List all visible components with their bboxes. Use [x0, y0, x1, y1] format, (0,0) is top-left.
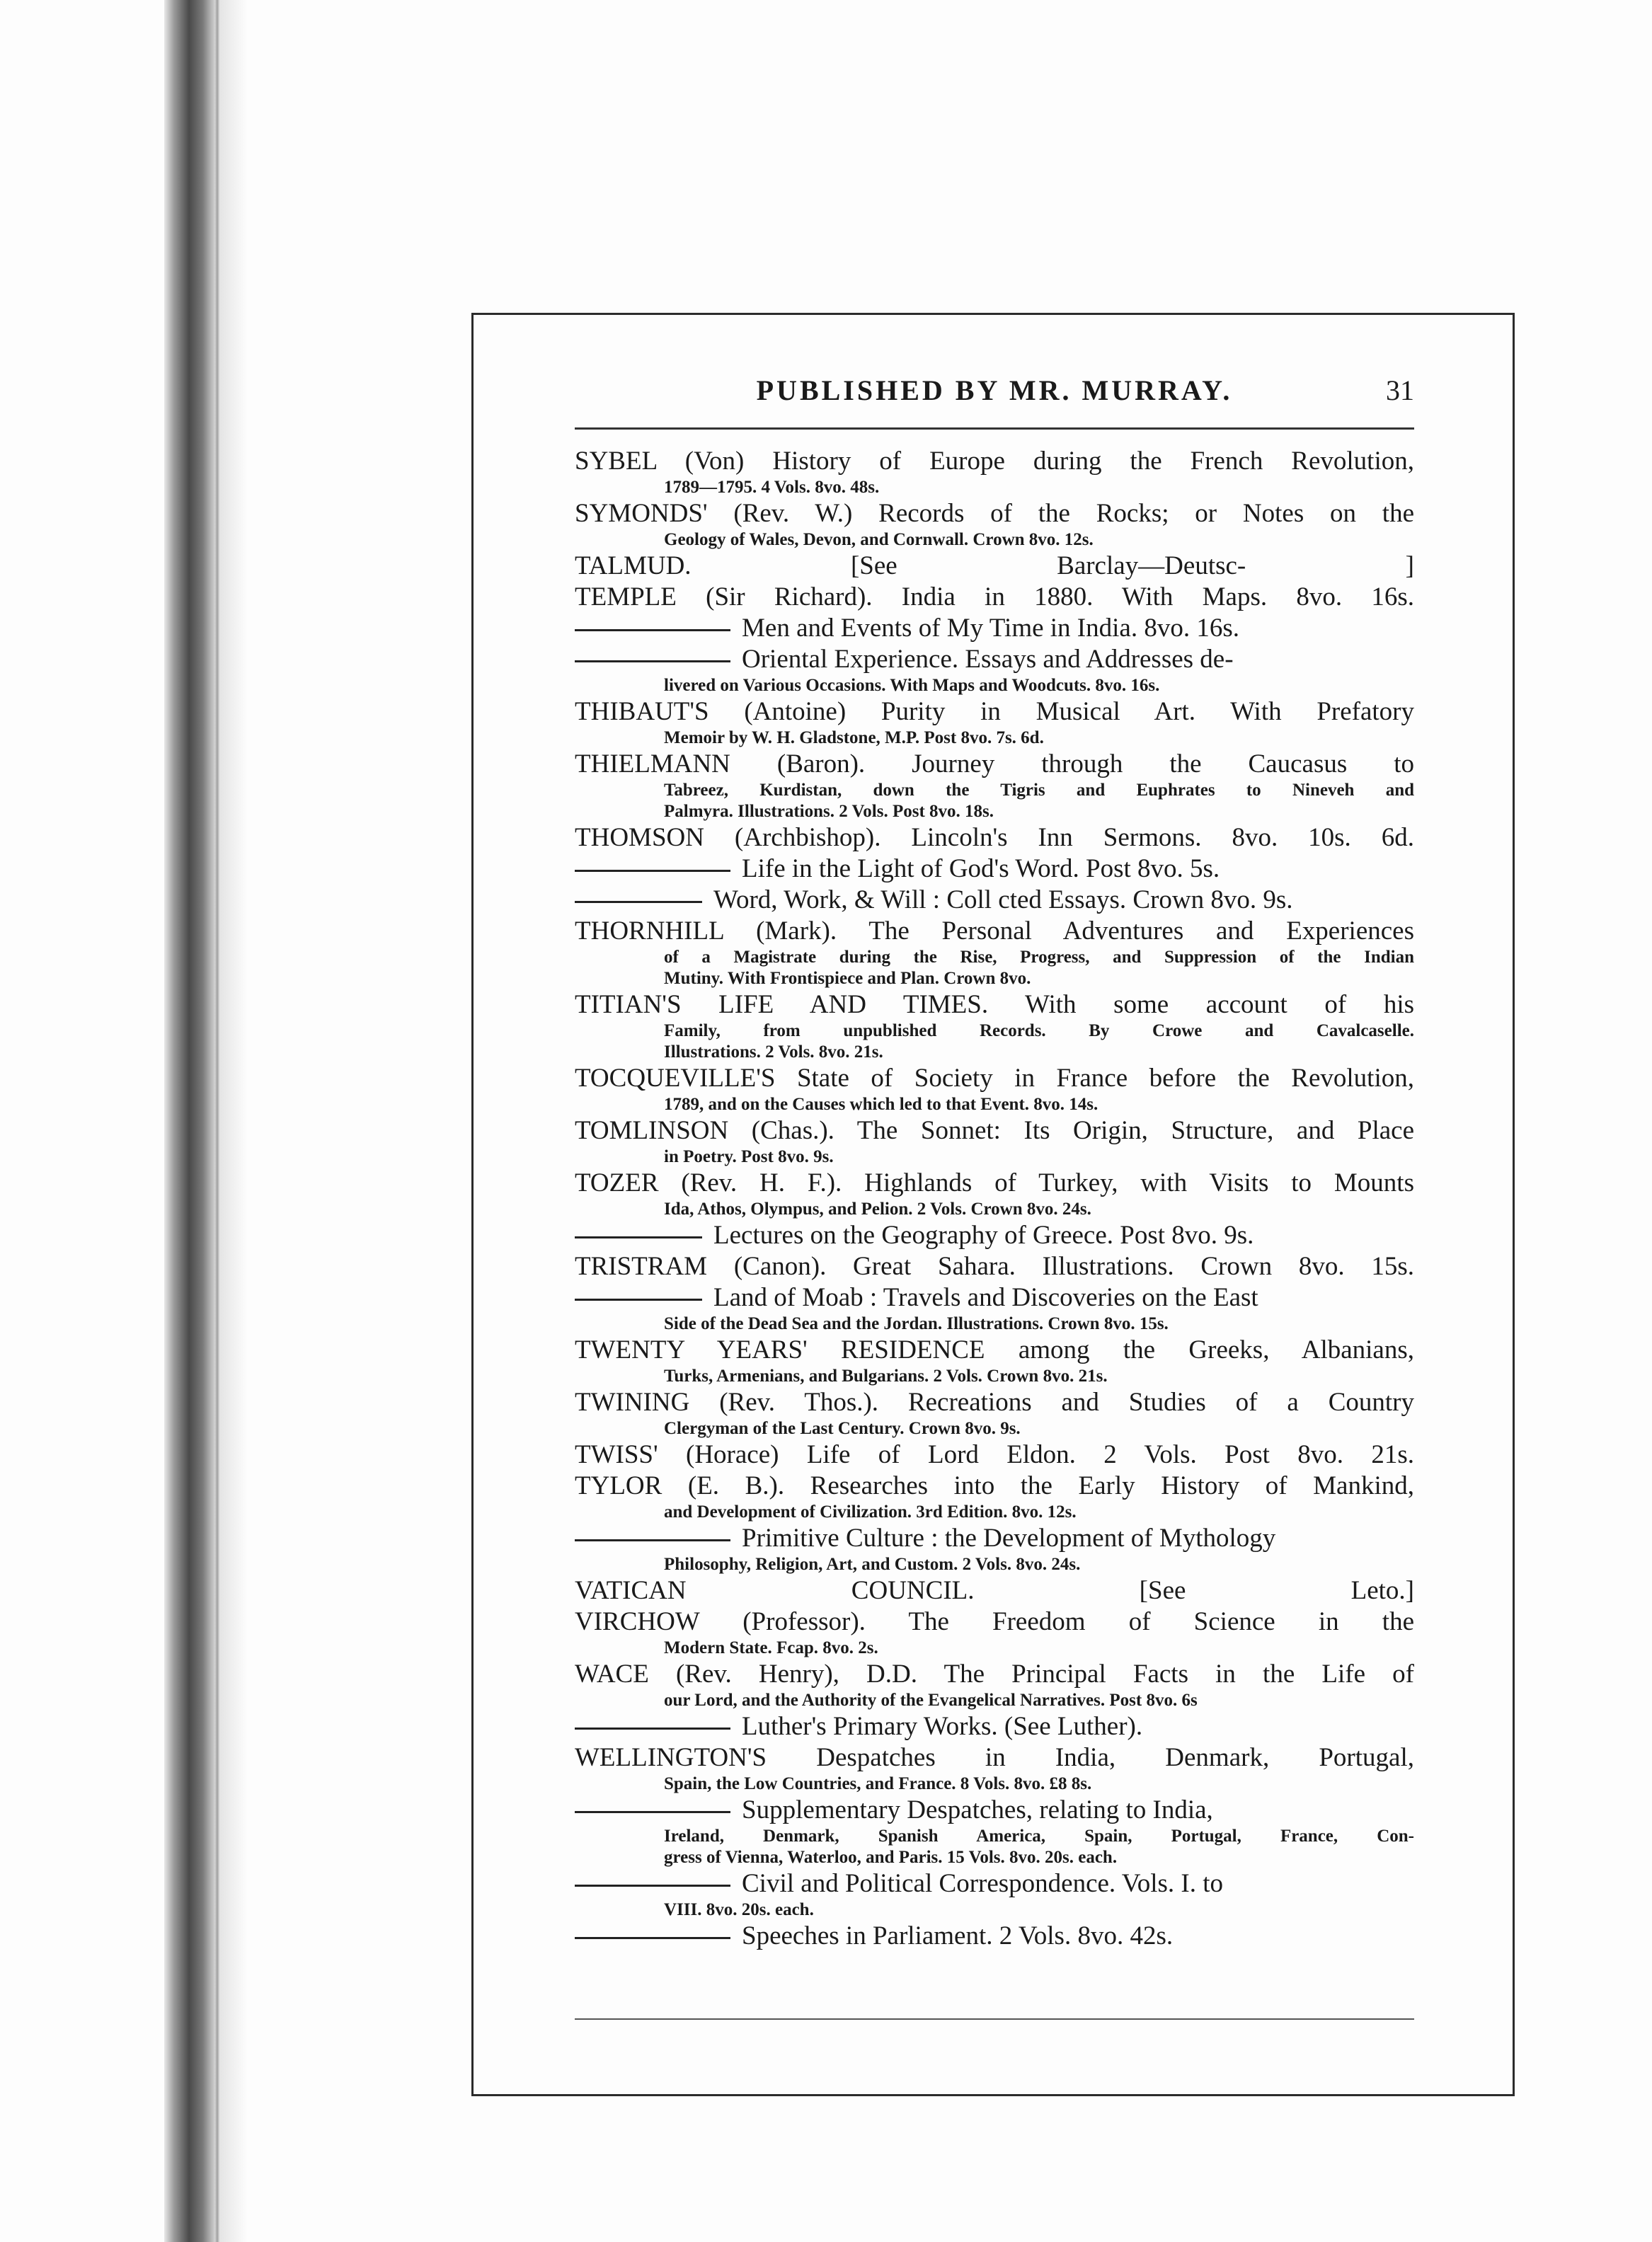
- entry-title-line: THORNHILL (Mark). The Personal Adventures and Experiences: [575, 916, 1414, 945]
- entry-detail-line: our Lord, and the Authority of the Evangelical Narratives. Post 8vo. 6s: [664, 1691, 1198, 1710]
- page-header: [575, 368, 1414, 413]
- entry-detail-line: Memoir by W. H. Gladstone, M.P. Post 8vo. 7s. 6d.: [664, 728, 1044, 747]
- catalogue-entry: [575, 1523, 1414, 1575]
- ditto-rule: [575, 1937, 730, 1939]
- entry-detail-line: 1789—1795. 4 Vols. 8vo. 48s.: [664, 478, 880, 497]
- catalogue-entry: [575, 749, 1414, 822]
- entry-title-text: Word, Work, & Will : Coll cted Essays. Crown 8vo. 9s.: [713, 885, 1293, 914]
- entry-detail-line: Mutiny. With Frontispiece and Plan. Crown 8vo.: [664, 969, 1031, 988]
- catalogue-entry: [575, 1115, 1414, 1168]
- entry-detail-line: Ireland, Denmark, Spanish America, Spain, Portugal, France, Con-: [664, 1827, 1414, 1846]
- entry-title-line: [575, 1282, 1414, 1313]
- entry-detail-line: Palmyra. Illustrations. 2 Vols. Post 8vo. 18s.: [664, 802, 994, 821]
- catalogue-entry: [575, 822, 1414, 853]
- ditto-rule: [575, 1299, 702, 1301]
- entry-title-text: Primitive Culture : the Development of Mythology: [742, 1524, 1276, 1553]
- entry-title-line: TWINING (Rev. Thos.). Recreations and Studies of a Country: [575, 1388, 1414, 1417]
- entry-title-line: SYMONDS' (Rev. W.) Records of the Rocks; or Notes on the: [575, 499, 1414, 528]
- running-title: PUBLISHED BY MR. MURRAY.: [756, 374, 1233, 406]
- catalogue-entry: [575, 1795, 1414, 1868]
- entry-title-line: [575, 1921, 1414, 1952]
- catalogue-entry: [575, 644, 1414, 696]
- entry-detail-line: of a Magistrate during the Rise, Progress, and Suppression of the Indian: [664, 948, 1414, 967]
- entry-title-line: VATICAN COUNCIL. [See Leto.]: [575, 1576, 1414, 1605]
- entry-detail-line: Philosophy, Religion, Art, and Custom. 2 Vols. 8vo. 24s.: [664, 1555, 1081, 1574]
- catalogue-entry: [575, 613, 1414, 644]
- ditto-rule: [575, 629, 730, 631]
- catalogue-entry: [575, 853, 1414, 885]
- entry-title-line: SYBEL (Von) History of Europe during the French Revolution,: [575, 447, 1414, 476]
- entry-detail-line: Turks, Armenians, and Bulgarians. 2 Vols. Crown 8vo. 21s.: [664, 1367, 1108, 1386]
- book-gutter: [164, 0, 219, 2242]
- entry-title-text: Speeches in Parliament. 2 Vols. 8vo. 42s.: [742, 1921, 1174, 1950]
- entry-title-line: VIRCHOW (Professor). The Freedom of Science in the: [575, 1607, 1414, 1636]
- ditto-rule: [575, 1236, 702, 1238]
- entry-title-line: [575, 1795, 1414, 1826]
- ditto-rule: [575, 1885, 730, 1887]
- entry-title-line: TOMLINSON (Chas.). The Sonnet: Its Origin, Structure, and Place: [575, 1116, 1414, 1145]
- ditto-rule: [575, 1811, 730, 1813]
- entry-title-line: [575, 1868, 1414, 1899]
- entry-title-text: Land of Moab : Travels and Discoveries on the East: [713, 1283, 1258, 1312]
- entry-title-line: TOZER (Rev. H. F.). Highlands of Turkey, with Visits to Mounts: [575, 1168, 1414, 1197]
- catalogue-entry: [575, 1220, 1414, 1251]
- catalogue-list: [575, 446, 1414, 1952]
- catalogue-entry: [575, 1921, 1414, 1952]
- entry-detail-line: and Development of Civilization. 3rd Edition. 8vo. 12s.: [664, 1502, 1077, 1522]
- entry-title-line: TWISS' (Horace) Life of Lord Eldon. 2 Vols. Post 8vo. 21s.: [575, 1440, 1414, 1469]
- entry-title-text: Life in the Light of God's Word. Post 8vo. 5s.: [742, 854, 1220, 883]
- catalogue-entry: [575, 498, 1414, 551]
- entry-title-line: TEMPLE (Sir Richard). India in 1880. With Maps. 8vo. 16s.: [575, 582, 1414, 611]
- page-number: 31: [1386, 374, 1414, 406]
- catalogue-entry: [575, 885, 1414, 916]
- ditto-rule: [575, 870, 730, 872]
- entry-detail-line: Illustrations. 2 Vols. 8vo. 21s.: [664, 1042, 883, 1062]
- ditto-rule: [575, 1728, 730, 1730]
- entry-detail-line: gress of Vienna, Waterloo, and Paris. 15 Vols. 8vo. 20s. each.: [664, 1848, 1118, 1867]
- entry-detail-line: in Poetry. Post 8vo. 9s.: [664, 1147, 834, 1166]
- entry-title-line: WACE (Rev. Henry), D.D. The Principal Facts in the Life of: [575, 1660, 1414, 1689]
- ditto-rule: [575, 1539, 730, 1541]
- catalogue-entry: [575, 1168, 1414, 1220]
- catalogue-entry: [575, 1575, 1414, 1606]
- entry-title-line: [575, 1711, 1414, 1742]
- entry-title-line: TYLOR (E. B.). Researches into the Early History of Mankind,: [575, 1471, 1414, 1500]
- footer-rule: [575, 2018, 1414, 2020]
- entry-detail-line: Clergyman of the Last Century. Crown 8vo. 9s.: [664, 1419, 1021, 1438]
- catalogue-entry: [575, 989, 1414, 1063]
- entry-detail-line: Geology of Wales, Devon, and Cornwall. Crown 8vo. 12s.: [664, 530, 1094, 549]
- catalogue-entry: [575, 582, 1414, 613]
- entry-detail-line: livered on Various Occasions. With Maps and Woodcuts. 8vo. 16s.: [664, 676, 1160, 695]
- catalogue-entry: [575, 1659, 1414, 1711]
- catalogue-entry: [575, 1711, 1414, 1742]
- entry-title-text: Supplementary Despatches, relating to India,: [742, 1795, 1213, 1824]
- catalogue-entry: [575, 696, 1414, 749]
- catalogue-entry: [575, 446, 1414, 498]
- entry-title-line: [575, 885, 1414, 916]
- entry-detail-line: Family, from unpublished Records. By Crowe and Cavalcaselle.: [664, 1021, 1414, 1040]
- catalogue-entry: [575, 1251, 1414, 1282]
- catalogue-entry: [575, 1868, 1414, 1921]
- entry-title-text: Civil and Political Correspondence. Vols. I. to: [742, 1869, 1223, 1898]
- catalogue-entry: [575, 916, 1414, 989]
- entry-title-line: THOMSON (Archbishop). Lincoln's Inn Sermons. 8vo. 10s. 6d.: [575, 823, 1414, 852]
- catalogue-entry: [575, 1063, 1414, 1115]
- entry-title-text: Men and Events of My Time in India. 8vo. 16s.: [742, 614, 1239, 643]
- entry-detail-line: Spain, the Low Countries, and France. 8 Vols. 8vo. £8 8s.: [664, 1774, 1092, 1793]
- catalogue-entry: [575, 1471, 1414, 1523]
- entry-title-text: Lectures on the Geography of Greece. Post 8vo. 9s.: [713, 1221, 1254, 1250]
- entry-title-text: Luther's Primary Works. (See Luther).: [742, 1712, 1143, 1741]
- entry-detail-line: Tabreez, Kurdistan, down the Tigris and Euphrates to Nineveh and: [664, 781, 1414, 800]
- gutter-shadow: [219, 0, 248, 2242]
- catalogue-entry: [575, 1439, 1414, 1471]
- entry-detail-line: Ida, Athos, Olympus, and Pelion. 2 Vols. Crown 8vo. 24s.: [664, 1200, 1091, 1219]
- catalogue-entry: [575, 1335, 1414, 1387]
- entry-detail-line: Side of the Dead Sea and the Jordan. Illustrations. Crown 8vo. 15s.: [664, 1314, 1169, 1333]
- catalogue-entry: [575, 1387, 1414, 1439]
- ditto-rule: [575, 901, 702, 903]
- entry-title-line: TITIAN'S LIFE AND TIMES. With some account of his: [575, 990, 1414, 1019]
- catalogue-entry: [575, 1742, 1414, 1795]
- catalogue-entry: [575, 551, 1414, 582]
- entry-title-line: [575, 613, 1414, 644]
- entry-title-line: TRISTRAM (Canon). Great Sahara. Illustrations. Crown 8vo. 15s.: [575, 1252, 1414, 1281]
- entry-title-text: Oriental Experience. Essays and Addresses de-: [742, 645, 1234, 674]
- entry-detail-line: 1789, and on the Causes which led to that Event. 8vo. 14s.: [664, 1095, 1099, 1114]
- entry-title-line: [575, 644, 1414, 675]
- entry-title-line: [575, 1220, 1414, 1251]
- header-rule: [575, 427, 1414, 430]
- entry-title-line: THIBAUT'S (Antoine) Purity in Musical Art. With Prefatory: [575, 697, 1414, 726]
- entry-title-line: TALMUD. [See Barclay—Deutsc- ]: [575, 551, 1414, 580]
- entry-title-line: TWENTY YEARS' RESIDENCE among the Greeks, Albanians,: [575, 1335, 1414, 1364]
- entry-title-line: WELLINGTON'S Despatches in India, Denmark, Portugal,: [575, 1743, 1414, 1772]
- entry-title-line: [575, 853, 1414, 885]
- catalogue-entry: [575, 1282, 1414, 1335]
- entry-title-line: THIELMANN (Baron). Journey through the Caucasus to: [575, 749, 1414, 778]
- catalogue-entry: [575, 1606, 1414, 1659]
- entry-detail-line: VIII. 8vo. 20s. each.: [664, 1900, 814, 1919]
- ditto-rule: [575, 660, 730, 662]
- entry-title-line: TOCQUEVILLE'S State of Society in France before the Revolution,: [575, 1064, 1414, 1093]
- entry-title-line: [575, 1523, 1414, 1554]
- entry-detail-line: Modern State. Fcap. 8vo. 2s.: [664, 1638, 878, 1657]
